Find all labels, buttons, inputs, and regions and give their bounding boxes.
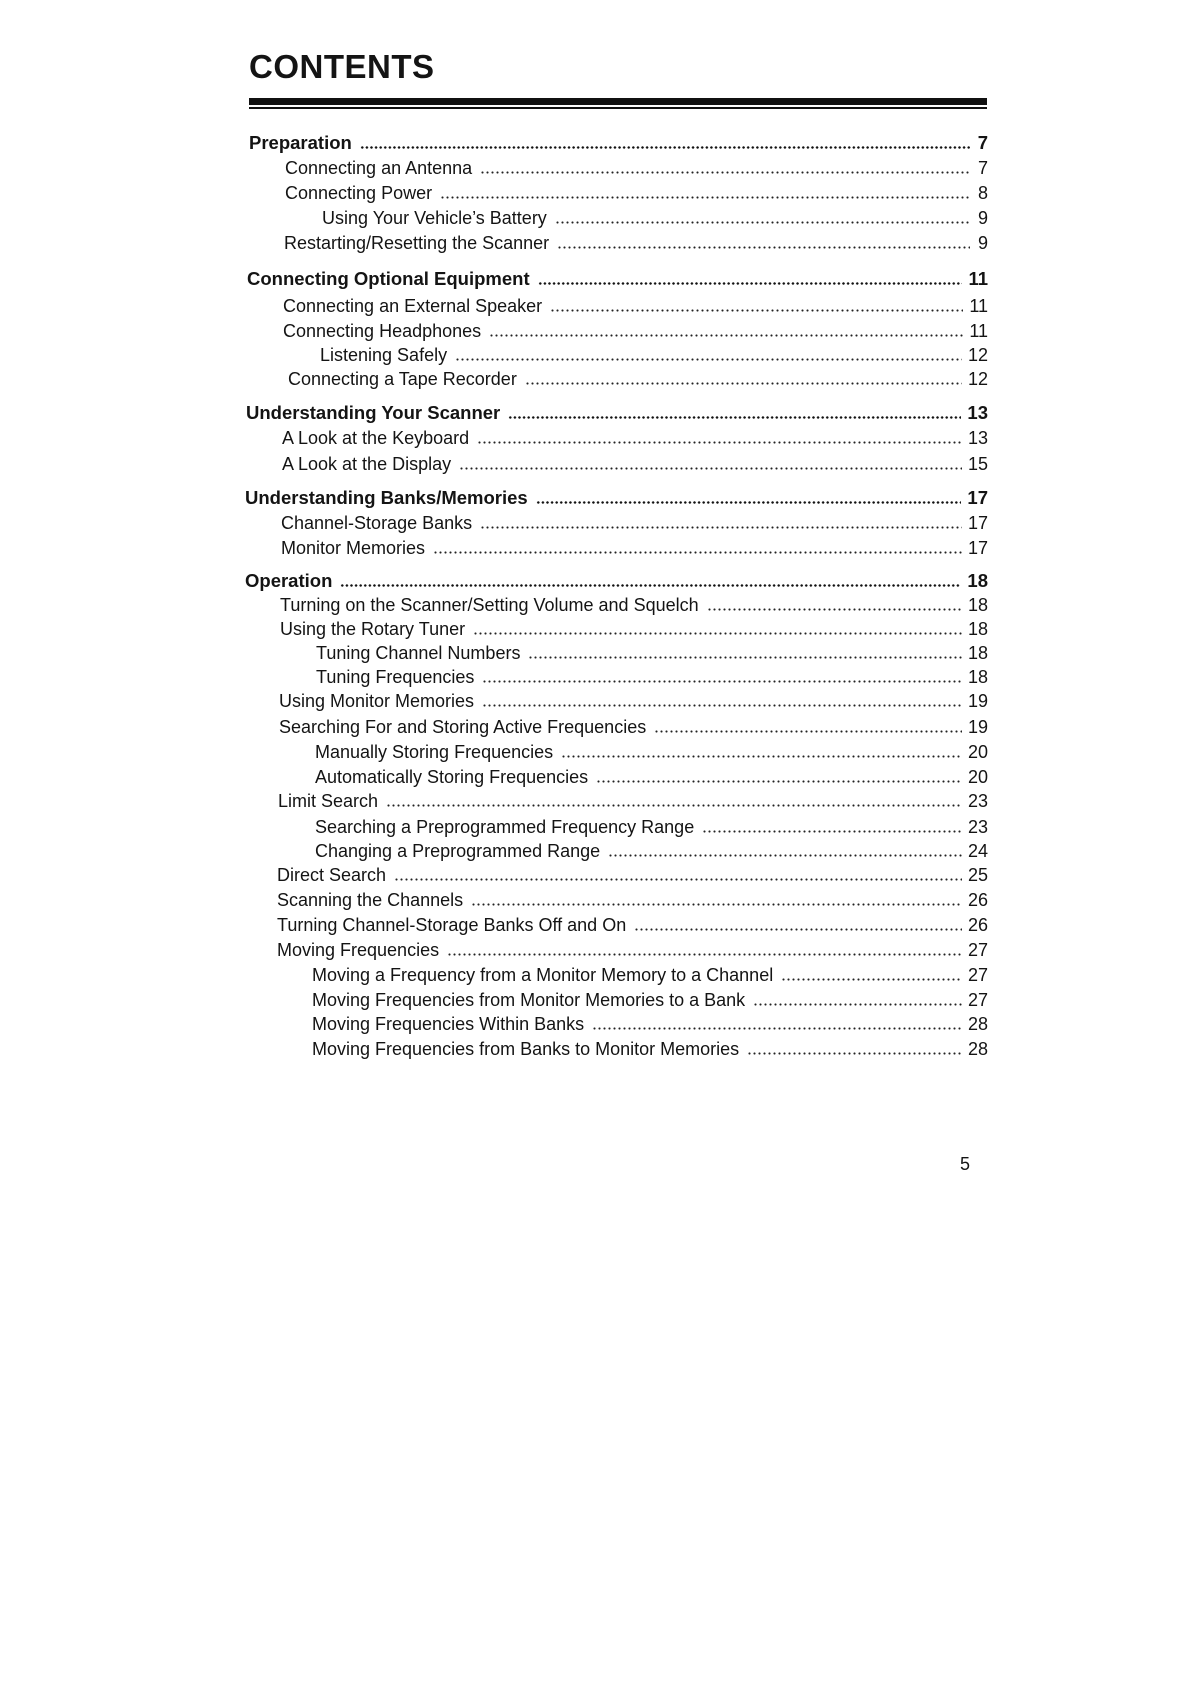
leader-dots: [634, 927, 962, 932]
leader-dots: [477, 440, 962, 445]
toc-entry[interactable]: [277, 937, 988, 961]
toc-entry-page: 20: [967, 742, 988, 762]
toc-entry-title: Tuning Channel Numbers: [316, 643, 521, 663]
toc-entry-page: 13: [967, 402, 988, 423]
leader-dots: [707, 607, 962, 612]
toc-entry-title: Moving Frequencies Within Banks: [312, 1014, 585, 1034]
toc-entry-title: Using Your Vehicle’s Battery: [322, 208, 547, 228]
leader-dots: [561, 754, 962, 759]
toc-entry-page: 11: [969, 321, 988, 341]
toc-section[interactable]: [245, 568, 988, 592]
toc-entry[interactable]: [285, 155, 988, 179]
toc-entry-page: 12: [967, 345, 988, 365]
toc-entry-title: Moving a Frequency from a Monitor Memory to a Channel: [312, 965, 774, 985]
toc-entry-page: 18: [967, 643, 988, 663]
toc-entry-page: 18: [967, 570, 988, 591]
toc-entry-page: 7: [977, 132, 988, 153]
toc-entry-title: Searching For and Storing Active Frequencies: [279, 717, 647, 737]
toc-entry-title: Moving Frequencies from Banks to Monitor Memories: [312, 1039, 740, 1059]
toc-section[interactable]: [245, 485, 988, 509]
toc-entry-page: 17: [967, 513, 988, 533]
leader-dots: [440, 195, 970, 200]
leader-dots: [447, 952, 962, 957]
toc-entry[interactable]: [315, 814, 988, 838]
toc-entry[interactable]: [312, 1011, 988, 1035]
toc-entry-page: 9: [977, 233, 988, 253]
toc-entry-page: 17: [967, 487, 988, 508]
toc-entry-page: 27: [967, 965, 988, 985]
leader-dots: [592, 1026, 962, 1031]
toc-entry-title: A Look at the Keyboard: [282, 428, 470, 448]
toc-entry-title: A Look at the Display: [282, 454, 452, 474]
toc-entry-page: 26: [967, 915, 988, 935]
page-title: CONTENTS: [249, 48, 435, 85]
page-number: 5: [960, 1154, 971, 1174]
toc-entry-page: 9: [977, 208, 988, 228]
toc-entry[interactable]: [315, 838, 988, 862]
toc-entry-page: 24: [967, 841, 988, 861]
toc-section[interactable]: [249, 130, 988, 154]
toc-entry[interactable]: [285, 180, 988, 204]
leader-dots: [459, 466, 962, 471]
leader-dots: [550, 308, 963, 313]
leader-dots: [482, 703, 962, 708]
toc-entry-page: 18: [967, 595, 988, 615]
toc-entry[interactable]: [322, 205, 988, 229]
toc-entry-title: Manually Storing Frequencies: [315, 742, 554, 762]
toc-entry-title: Using Monitor Memories: [279, 691, 475, 711]
toc-entry-title: Monitor Memories: [281, 538, 426, 558]
toc-entry-page: 18: [967, 667, 988, 687]
leader-dots: [538, 281, 963, 286]
toc-entry-title: Listening Safely: [320, 345, 448, 365]
leader-dots: [596, 779, 962, 784]
toc-entry-page: 27: [967, 990, 988, 1010]
toc-entry[interactable]: [279, 714, 988, 738]
toc-entry-page: 18: [967, 619, 988, 639]
leader-dots: [753, 1002, 962, 1007]
leader-dots: [702, 829, 962, 834]
toc-entry[interactable]: [312, 987, 988, 1011]
toc-section[interactable]: [246, 400, 988, 424]
toc-entry-page: 8: [977, 183, 988, 203]
toc-entry-title: Understanding Banks/Memories: [245, 487, 528, 508]
toc-entry-page: 28: [967, 1039, 988, 1059]
toc-entry-title: Moving Frequencies from Monitor Memories to a Bank: [312, 990, 746, 1010]
leader-dots: [608, 853, 962, 858]
toc-entry-page: 17: [967, 538, 988, 558]
toc-entry-page: 27: [967, 940, 988, 960]
toc-entry[interactable]: [312, 962, 988, 986]
toc-entry[interactable]: [283, 318, 988, 342]
leader-dots: [455, 357, 962, 362]
leader-dots: [536, 500, 962, 505]
toc-entry[interactable]: [283, 293, 988, 317]
toc-entry[interactable]: [280, 592, 988, 616]
toc-entry[interactable]: [282, 451, 988, 475]
toc-entry[interactable]: [277, 912, 988, 936]
leader-dots: [555, 220, 970, 225]
toc-entry[interactable]: [282, 425, 988, 449]
toc-entry-title: Direct Search: [277, 865, 387, 885]
toc-entry[interactable]: [315, 739, 988, 763]
toc-entry[interactable]: [278, 788, 988, 812]
leader-dots: [394, 877, 962, 882]
toc-entry-title: Changing a Preprogrammed Range: [315, 841, 601, 861]
toc-entry-title: Tuning Frequencies: [316, 667, 475, 687]
leader-dots: [340, 583, 961, 588]
toc-entry-page: 13: [967, 428, 988, 448]
leader-dots: [528, 655, 962, 660]
leader-dots: [654, 729, 962, 734]
toc-entry-page: 25: [967, 865, 988, 885]
toc-entry[interactable]: [316, 640, 988, 664]
toc-entry-title: Automatically Storing Frequencies: [315, 767, 589, 787]
toc-entry[interactable]: [279, 688, 988, 712]
leader-dots: [480, 170, 970, 175]
toc-entry-page: 23: [967, 817, 988, 837]
toc-entry-title: Connecting Power: [285, 183, 433, 203]
leader-dots: [480, 525, 962, 530]
toc-entry-page: 20: [967, 767, 988, 787]
leader-dots: [360, 145, 970, 150]
toc-entry-title: Connecting an Antenna: [285, 158, 473, 178]
toc-entry-page: 19: [967, 717, 988, 737]
toc-entry[interactable]: [277, 887, 988, 911]
leader-dots: [489, 333, 963, 338]
toc-entry[interactable]: [315, 764, 988, 788]
toc-entry[interactable]: [281, 510, 988, 534]
toc-entry-title: Connecting an External Speaker: [283, 296, 543, 316]
toc-entry[interactable]: [316, 664, 988, 688]
leader-dots: [557, 245, 970, 250]
toc-entry-title: Moving Frequencies: [277, 940, 440, 960]
toc-entry-page: 26: [967, 890, 988, 910]
toc-entry-title: Connecting a Tape Recorder: [288, 369, 517, 389]
toc-entry-page: 12: [967, 369, 988, 389]
toc-entry-title: Limit Search: [278, 791, 379, 811]
toc-entry[interactable]: [284, 230, 988, 254]
toc-entry-page: 15: [967, 454, 988, 474]
leader-dots: [482, 679, 962, 684]
leader-dots: [473, 631, 962, 636]
toc-entry[interactable]: [288, 366, 988, 390]
leader-dots: [525, 381, 962, 386]
toc-entry-page: 11: [968, 268, 988, 289]
leader-dots: [781, 977, 962, 982]
toc-entry-page: 19: [967, 691, 988, 711]
toc-entry-title: Connecting Optional Equipment: [247, 268, 530, 289]
leader-dots: [471, 902, 962, 907]
toc-entry[interactable]: [281, 535, 988, 559]
toc-entry-title: Using the Rotary Tuner: [280, 619, 466, 639]
toc-entry-title: Restarting/Resetting the Scanner: [284, 233, 550, 253]
toc-entry-title: Understanding Your Scanner: [246, 402, 501, 423]
toc-entry-title: Searching a Preprogrammed Frequency Range: [315, 817, 695, 837]
leader-dots: [433, 550, 962, 555]
toc-entry-page: 7: [977, 158, 988, 178]
toc-entry-title: Turning Channel-Storage Banks Off and On: [277, 915, 627, 935]
toc-entry-page: 11: [969, 296, 988, 316]
toc-entry[interactable]: [277, 862, 988, 886]
leader-dots: [747, 1051, 962, 1056]
leader-dots: [508, 415, 961, 420]
toc-entry-title: Channel-Storage Banks: [281, 513, 473, 533]
toc-entry[interactable]: [320, 342, 988, 366]
toc-entry-title: Turning on the Scanner/Setting Volume and Squelch: [280, 595, 699, 615]
toc-entry[interactable]: [312, 1036, 988, 1060]
toc-entry-page: 23: [967, 791, 988, 811]
toc-entry-page: 28: [967, 1014, 988, 1034]
toc-entry-title: Preparation: [249, 132, 352, 153]
toc-entry[interactable]: [280, 616, 988, 640]
toc-entry-title: Operation: [245, 570, 333, 591]
toc-entry-title: Scanning the Channels: [277, 890, 464, 910]
toc-entry-title: Connecting Headphones: [283, 321, 482, 341]
toc-section[interactable]: [247, 266, 988, 290]
leader-dots: [386, 803, 962, 808]
